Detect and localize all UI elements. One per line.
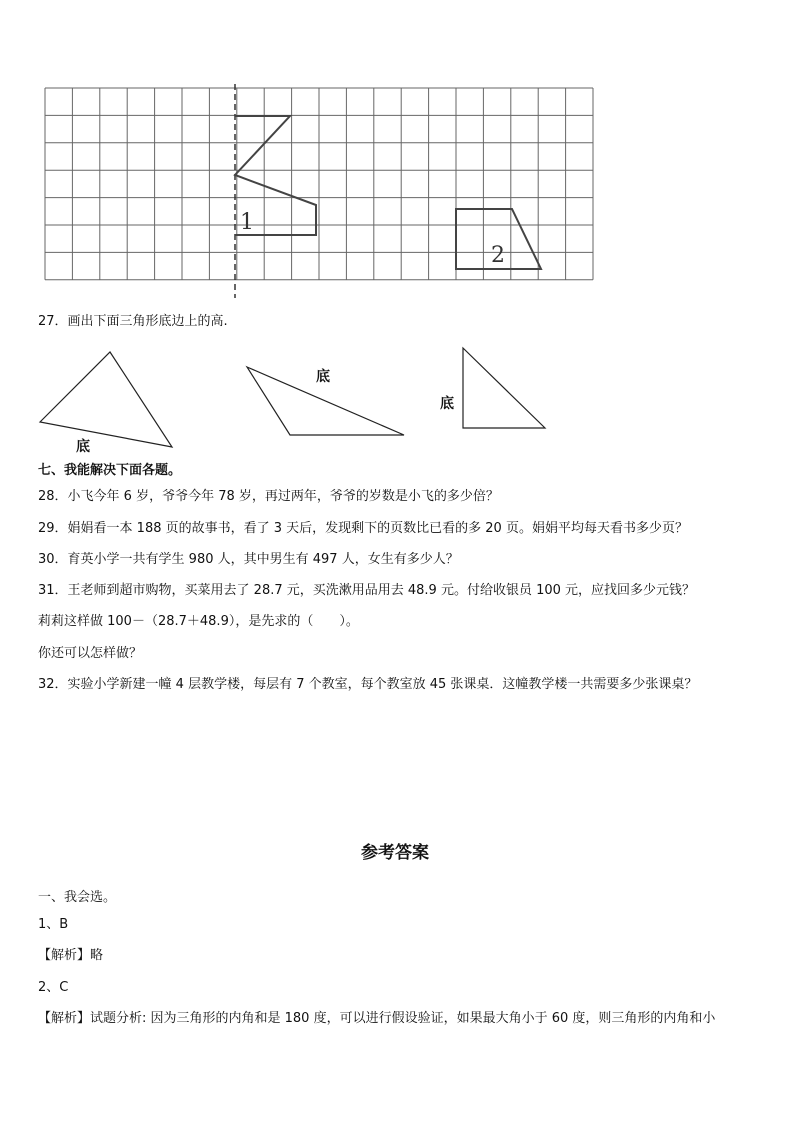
question-30: 30．育英小学一共有学生 980 人，其中男生有 497 人，女生有多少人？ (38, 552, 459, 567)
question-29: 29．娟娟看一本 188 页的故事书，看了 3 天后，发现剩下的页数比已看的多 20 页。娟娟平均每天看书多少页？ (38, 521, 688, 536)
grid-figure (40, 84, 605, 302)
question-31-other: 你还可以怎样做？ (38, 646, 143, 661)
answers-title: 参考答案 (361, 843, 429, 863)
question-31-method: 莉莉这样做 100－（28.7＋48.9），是先求的（ ）。 (38, 614, 359, 629)
triangle-1 (40, 352, 172, 447)
base-label-1: 底 (76, 439, 90, 455)
grid-lines (45, 88, 593, 280)
shape-2-label: 2 (491, 243, 505, 268)
base-label-2: 底 (316, 369, 330, 385)
answers-section-1: 一、我会选。 (38, 890, 117, 905)
shape-1-label: 1 (240, 210, 254, 235)
base-label-3: 底 (440, 396, 454, 412)
question-27: 27．画出下面三角形底边上的高. (38, 314, 228, 329)
question-32: 32．实验小学新建一幢 4 层教学楼，每层有 7 个教室，每个教室放 45 张课桌．这幢教学楼一共需要多少张课桌？ (38, 677, 698, 692)
question-31: 31．王老师到超市购物，买菜用去了 28.7 元，买洗漱用品用去 48.9 元。付给收银员 100 元，应找回多少元钱？ (38, 583, 696, 598)
answer-1: 1、B (38, 917, 69, 932)
triangle-3 (463, 348, 545, 428)
question-28: 28．小飞今年 6 岁，爷爷今年 78 岁，再过两年，爷爷的岁数是小飞的多少倍？ (38, 489, 499, 504)
answer-2-analysis: 【解析】试题分析: 因为三角形的内角和是 180 度，可以进行假设验证，如果最大角小于 60 度，则三角形的内角和小 (38, 1011, 716, 1026)
answer-1-analysis: 【解析】略 (38, 948, 104, 963)
section-7-title: 七、我能解决下面各题。 (38, 463, 182, 478)
answer-2: 2、C (38, 980, 69, 995)
triangles-figure (0, 340, 794, 450)
